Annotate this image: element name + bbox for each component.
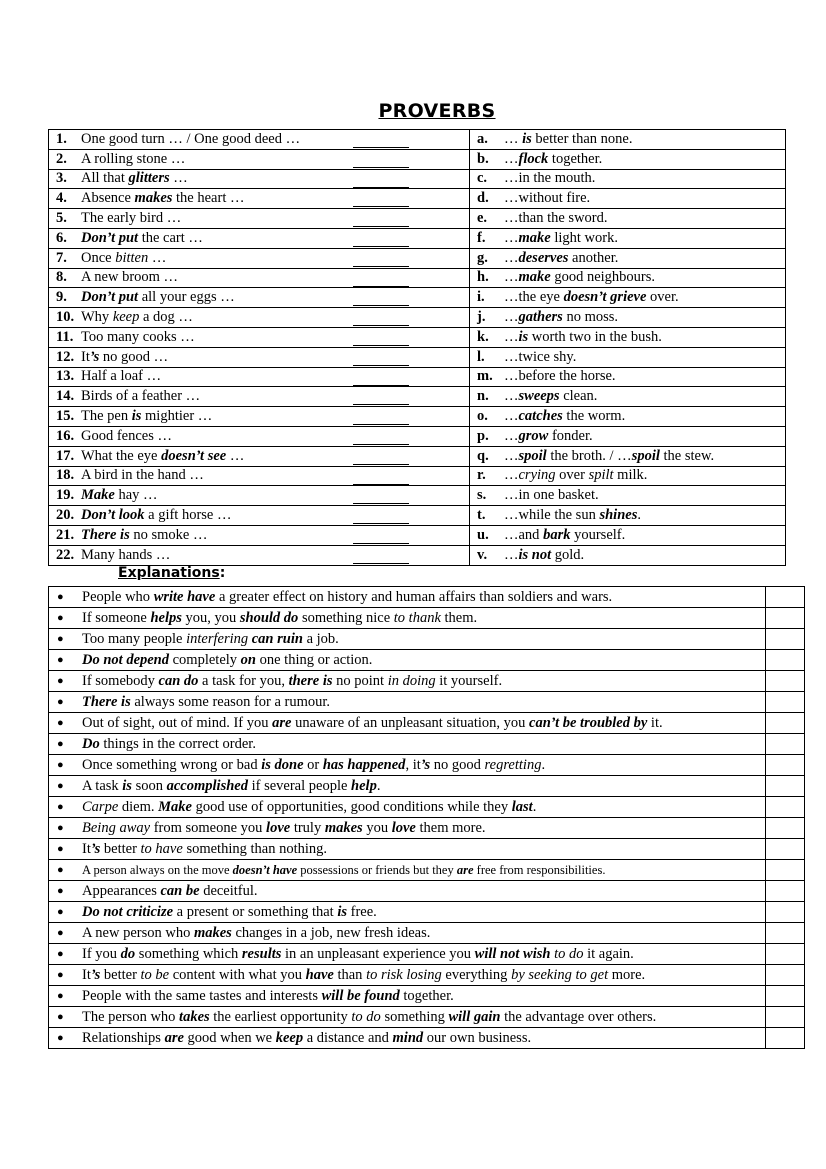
proverb-row: [49, 486, 786, 506]
proverb-beginning-cell: [49, 130, 470, 150]
explanation-row: [49, 881, 805, 902]
explanation-answer-box[interactable]: [766, 944, 805, 965]
explanation-row: [49, 818, 805, 839]
proverb-ending-text: …the eye doesn’t grieve over.: [504, 289, 679, 306]
proverb-beginning-cell: [49, 228, 470, 248]
proverb-ending-text: …is not gold.: [504, 546, 585, 563]
bullet-icon: ●: [57, 653, 64, 666]
explanation-text: A person always on the move doesn’t have possessions or friends but they are free from responsibilities.: [82, 862, 606, 877]
ending-letter: u.: [477, 526, 489, 543]
explanation-row: [49, 839, 805, 860]
proverb-number: 2.: [56, 150, 67, 167]
ending-letter: a.: [477, 130, 488, 147]
bullet-icon: ●: [57, 968, 64, 981]
bullet-icon: ●: [57, 758, 64, 771]
explanation-row: [49, 860, 805, 881]
proverb-row: [49, 169, 786, 189]
explanation-row: [49, 965, 805, 986]
proverb-ending-cell: [470, 466, 786, 486]
explanation-text-cell: [49, 692, 766, 713]
bullet-icon: ●: [57, 905, 64, 918]
ending-letter: p.: [477, 427, 489, 444]
proverb-ending-cell: [470, 130, 786, 150]
proverb-number: 7.: [56, 249, 67, 266]
proverb-beginning-cell: [49, 426, 470, 446]
answer-blank-line[interactable]: [353, 231, 409, 247]
explanation-text: Once something wrong or bad is done or has happened, it’s no good regretting.: [82, 756, 546, 773]
explanations-heading-colon: :: [219, 565, 226, 581]
proverb-ending-text: …catches the worm.: [504, 408, 626, 425]
bullet-icon: ●: [57, 590, 64, 603]
proverb-beginning-cell: [49, 545, 470, 565]
proverb-ending-cell: [470, 486, 786, 506]
proverb-row: [49, 248, 786, 268]
answer-blank-line[interactable]: [353, 211, 409, 227]
bullet-icon: ●: [57, 800, 64, 813]
explanation-text-cell: [49, 608, 766, 629]
ending-letter: b.: [477, 150, 489, 167]
explanations-heading-text: Explanations: [118, 565, 220, 581]
proverb-beginning-cell: [49, 506, 470, 526]
explanation-text-cell: [49, 755, 766, 776]
proverb-ending-text: …in the mouth.: [504, 170, 596, 187]
proverb-row: [49, 506, 786, 526]
proverb-row: [49, 407, 786, 427]
explanation-text-cell: [49, 671, 766, 692]
ending-letter: q.: [477, 447, 489, 464]
bullet-icon: ●: [57, 674, 64, 687]
ending-letter: m.: [477, 368, 493, 385]
explanation-answer-box[interactable]: [766, 587, 805, 608]
proverb-beginning-text: Half a loaf …: [81, 368, 162, 385]
explanation-row: [49, 986, 805, 1007]
proverb-ending-cell: [470, 545, 786, 565]
proverb-row: [49, 367, 786, 387]
explanation-row: [49, 797, 805, 818]
proverb-row: [49, 327, 786, 347]
explanation-row: [49, 608, 805, 629]
proverb-number: 19.: [56, 487, 75, 504]
ending-letter: v.: [477, 546, 488, 563]
answer-blank-line[interactable]: [353, 449, 409, 465]
explanation-answer-box[interactable]: [766, 902, 805, 923]
answer-blank-line[interactable]: [353, 548, 409, 564]
proverb-row: [49, 308, 786, 328]
ending-letter: r.: [477, 467, 486, 484]
proverb-ending-text: …grow fonder.: [504, 427, 593, 444]
explanation-text: A task is soon accomplished if several people help.: [82, 777, 381, 794]
explanation-row: [49, 671, 805, 692]
explanation-answer-box[interactable]: [766, 986, 805, 1007]
answer-blank-line[interactable]: [353, 290, 409, 306]
proverb-number: 11.: [56, 328, 74, 345]
answer-blank-line[interactable]: [353, 429, 409, 445]
explanation-text: A new person who makes changes in a job, new fresh ideas.: [82, 924, 431, 941]
ending-letter: s.: [477, 487, 487, 504]
proverb-beginning-cell: [49, 308, 470, 328]
proverb-ending-cell: [470, 288, 786, 308]
proverb-ending-text: …make light work.: [504, 229, 618, 246]
proverb-ending-text: …and bark yourself.: [504, 526, 626, 543]
proverb-number: 1.: [56, 130, 67, 147]
proverb-row: [49, 130, 786, 150]
bullet-icon: ●: [57, 1010, 64, 1023]
explanation-answer-box[interactable]: [766, 1028, 805, 1049]
explanation-text-cell: [49, 587, 766, 608]
proverb-number: 9.: [56, 289, 67, 306]
explanation-text-cell: [49, 1028, 766, 1049]
proverb-number: 21.: [56, 526, 75, 543]
answer-blank-line[interactable]: [353, 172, 409, 188]
proverb-number: 6.: [56, 229, 67, 246]
explanation-row: [49, 902, 805, 923]
proverb-ending-text: …deserves another.: [504, 249, 619, 266]
explanation-text-cell: [49, 986, 766, 1007]
explanation-text: People with the same tastes and interests will be found together.: [82, 987, 454, 1004]
proverb-ending-text: …without fire.: [504, 190, 591, 207]
bullet-icon: ●: [57, 632, 64, 645]
proverb-beginning-cell: [49, 209, 470, 229]
proverb-number: 15.: [56, 408, 75, 425]
explanation-text-cell: [49, 629, 766, 650]
bullet-icon: ●: [57, 716, 64, 729]
proverb-number: 10.: [56, 309, 75, 326]
proverb-beginning-cell: [49, 525, 470, 545]
explanation-row: [49, 944, 805, 965]
proverb-beginning-text: The early bird …: [81, 210, 182, 227]
ending-letter: t.: [477, 507, 486, 524]
proverb-beginning-cell: [49, 268, 470, 288]
proverb-number: 8.: [56, 269, 67, 286]
proverb-beginning-cell: [49, 367, 470, 387]
explanation-answer-box[interactable]: [766, 671, 805, 692]
proverb-ending-text: …in one basket.: [504, 487, 599, 504]
proverb-ending-cell: [470, 525, 786, 545]
proverb-beginning-text: Why keep a dog …: [81, 309, 193, 326]
proverb-beginning-text: Don’t put all your eggs …: [81, 289, 235, 306]
proverb-beginning-cell: [49, 387, 470, 407]
explanation-text: Too many people interfering can ruin a job.: [82, 630, 339, 647]
explanation-answer-box[interactable]: [766, 629, 805, 650]
proverb-number: 4.: [56, 190, 67, 207]
bullet-icon: ●: [57, 737, 64, 750]
answer-blank-line[interactable]: [353, 488, 409, 504]
answer-blank-line[interactable]: [353, 132, 409, 148]
answer-blank-line[interactable]: [353, 271, 409, 287]
ending-letter: l.: [477, 348, 485, 365]
proverb-ending-cell: [470, 248, 786, 268]
ending-letter: h.: [477, 269, 489, 286]
proverb-number: 3.: [56, 170, 67, 187]
ending-letter: d.: [477, 190, 489, 207]
proverb-ending-cell: [470, 209, 786, 229]
explanation-row: [49, 713, 805, 734]
proverb-row: [49, 209, 786, 229]
answer-blank-line[interactable]: [353, 330, 409, 346]
explanation-text-cell: [49, 839, 766, 860]
answer-blank-line[interactable]: [353, 389, 409, 405]
proverb-beginning-cell: [49, 248, 470, 268]
proverb-beginning-text: A rolling stone …: [81, 150, 186, 167]
bullet-icon: ●: [57, 1031, 64, 1044]
explanation-row: [49, 776, 805, 797]
bullet-icon: ●: [57, 611, 64, 624]
ending-letter: f.: [477, 229, 486, 246]
bullet-icon: ●: [57, 821, 64, 834]
explanation-row: [49, 629, 805, 650]
ending-letter: o.: [477, 408, 488, 425]
answer-blank-line[interactable]: [353, 350, 409, 366]
proverb-ending-cell: [470, 327, 786, 347]
bullet-icon: ●: [57, 884, 64, 897]
explanation-text: There is always some reason for a rumour.: [82, 693, 331, 710]
page-title: PROVERBS: [378, 100, 496, 122]
explanation-text-cell: [49, 818, 766, 839]
proverb-beginning-cell: [49, 149, 470, 169]
explanation-text-cell: [49, 797, 766, 818]
explanation-answer-box[interactable]: [766, 692, 805, 713]
proverb-number: 12.: [56, 348, 75, 365]
ending-letter: k.: [477, 328, 489, 345]
ending-letter: e.: [477, 210, 488, 227]
explanation-text-cell: [49, 713, 766, 734]
explanation-text-cell: [49, 734, 766, 755]
proverb-row: [49, 545, 786, 565]
proverb-beginning-cell: [49, 288, 470, 308]
explanations-heading: [118, 565, 225, 581]
explanation-text: Being away from someone you love truly makes you love them more.: [82, 819, 486, 836]
proverb-number: 17.: [56, 447, 75, 464]
explanation-row: [49, 1028, 805, 1049]
proverb-beginning-cell: [49, 169, 470, 189]
explanation-row: [49, 923, 805, 944]
answer-blank-line[interactable]: [353, 508, 409, 524]
proverb-beginning-text: Too many cooks …: [81, 328, 195, 345]
proverb-ending-text: …than the sword.: [504, 210, 608, 227]
proverb-beginning-text: Good fences …: [81, 427, 173, 444]
bullet-icon: ●: [57, 947, 64, 960]
explanation-answer-box[interactable]: [766, 608, 805, 629]
bullet-icon: ●: [57, 926, 64, 939]
proverb-ending-text: …while the sun shines.: [504, 507, 641, 524]
proverb-row: [49, 347, 786, 367]
proverb-beginning-text: One good turn … / One good deed …: [81, 130, 301, 147]
proverb-ending-cell: [470, 426, 786, 446]
proverb-ending-text: …flock together.: [504, 150, 603, 167]
explanation-text: Carpe diem. Make good use of opportunities, good conditions while they last.: [82, 798, 537, 815]
proverb-number: 5.: [56, 210, 67, 227]
proverb-ending-text: …spoil the broth. / …spoil the stew.: [504, 447, 715, 464]
proverb-ending-text: … is better than none.: [504, 130, 633, 147]
explanation-text: The person who takes the earliest opportunity to do something will gain the advantage over others.: [82, 1008, 657, 1025]
explanation-row: [49, 1007, 805, 1028]
proverb-ending-cell: [470, 149, 786, 169]
proverb-beginning-text: Don’t put the cart …: [81, 229, 203, 246]
proverb-row: [49, 189, 786, 209]
proverb-beginning-text: Absence makes the heart …: [81, 190, 245, 207]
proverb-row: [49, 387, 786, 407]
proverb-beginning-text: Many hands …: [81, 546, 171, 563]
proverb-beginning-text: All that glitters …: [81, 170, 188, 187]
answer-blank-line[interactable]: [353, 152, 409, 168]
proverb-number: 13.: [56, 368, 75, 385]
explanation-text: Out of sight, out of mind. If you are unaware of an unpleasant situation, you can’t be troubled by it.: [82, 714, 663, 731]
explanation-row: [49, 755, 805, 776]
explanations-table: [48, 586, 805, 1049]
proverb-beginning-cell: [49, 446, 470, 466]
proverb-beginning-cell: [49, 486, 470, 506]
explanation-answer-box[interactable]: [766, 734, 805, 755]
explanation-answer-box[interactable]: [766, 923, 805, 944]
proverb-beginning-text: Once bitten …: [81, 249, 167, 266]
ending-letter: n.: [477, 388, 489, 405]
proverb-beginning-cell: [49, 327, 470, 347]
proverb-row: [49, 268, 786, 288]
proverb-ending-text: …is worth two in the bush.: [504, 328, 662, 345]
proverb-beginning-text: A new broom …: [81, 269, 179, 286]
explanation-text-cell: [49, 902, 766, 923]
explanation-answer-box[interactable]: [766, 1007, 805, 1028]
explanation-text: Relationships are good when we keep a distance and mind our own business.: [82, 1029, 532, 1046]
proverb-row: [49, 228, 786, 248]
proverb-ending-text: …before the horse.: [504, 368, 616, 385]
proverb-beginning-text: Make hay …: [81, 487, 158, 504]
explanation-answer-box[interactable]: [766, 755, 805, 776]
explanation-text-cell: [49, 650, 766, 671]
explanation-answer-box[interactable]: [766, 713, 805, 734]
proverb-beginning-text: Birds of a feather …: [81, 388, 201, 405]
proverb-beginning-cell: [49, 189, 470, 209]
proverb-ending-cell: [470, 506, 786, 526]
explanation-row: [49, 650, 805, 671]
proverb-ending-cell: [470, 169, 786, 189]
proverb-ending-cell: [470, 189, 786, 209]
explanation-text: Do not criticize a present or something that is free.: [82, 903, 377, 920]
proverb-number: 18.: [56, 467, 75, 484]
answer-blank-line[interactable]: [353, 409, 409, 425]
proverb-row: [49, 466, 786, 486]
explanation-text: Do things in the correct order.: [82, 735, 256, 752]
explanation-text: If you do something which results in an unpleasant experience you will not wish to do it again.: [82, 945, 634, 962]
proverb-ending-cell: [470, 308, 786, 328]
answer-blank-line[interactable]: [353, 370, 409, 386]
explanation-text: Do not depend completely on one thing or action.: [82, 651, 373, 668]
proverb-ending-cell: [470, 387, 786, 407]
proverb-beginning-text: It’s no good …: [81, 348, 169, 365]
proverb-beginning-text: The pen is mightier …: [81, 408, 213, 425]
proverb-ending-text: …twice shy.: [504, 348, 577, 365]
explanation-text-cell: [49, 860, 766, 881]
proverb-ending-cell: [470, 367, 786, 387]
explanation-answer-box[interactable]: [766, 797, 805, 818]
ending-letter: i.: [477, 289, 485, 306]
bullet-icon: ●: [57, 695, 64, 708]
proverb-ending-cell: [470, 268, 786, 288]
bullet-icon: ●: [57, 842, 64, 855]
explanation-answer-box[interactable]: [766, 965, 805, 986]
ending-letter: c.: [477, 170, 488, 187]
proverbs-matching-table: [48, 129, 786, 566]
proverb-ending-text: …crying over spilt milk.: [504, 467, 648, 484]
explanation-text-cell: [49, 1007, 766, 1028]
explanation-answer-box[interactable]: [766, 818, 805, 839]
explanation-text-cell: [49, 944, 766, 965]
explanation-text: If somebody can do a task for you, there is no point in doing it yourself.: [82, 672, 503, 689]
proverb-row: [49, 446, 786, 466]
explanation-text: It’s better to be content with what you have than to risk losing everything by seeking to get more.: [82, 966, 646, 983]
proverb-number: 16.: [56, 427, 75, 444]
proverb-row: [49, 525, 786, 545]
ending-letter: g.: [477, 249, 488, 266]
answer-blank-line[interactable]: [353, 251, 409, 267]
proverb-ending-text: …make good neighbours.: [504, 269, 656, 286]
explanation-text-cell: [49, 965, 766, 986]
proverb-beginning-cell: [49, 347, 470, 367]
explanation-row: [49, 587, 805, 608]
proverb-row: [49, 288, 786, 308]
explanation-text: Appearances can be deceitful.: [82, 882, 258, 899]
bullet-icon: ●: [57, 863, 64, 876]
proverb-ending-cell: [470, 347, 786, 367]
explanation-answer-box[interactable]: [766, 776, 805, 797]
explanation-text: People who write have a greater effect on history and human affairs than soldiers and wars.: [82, 588, 613, 605]
bullet-icon: ●: [57, 779, 64, 792]
explanation-text-cell: [49, 923, 766, 944]
proverb-ending-cell: [470, 446, 786, 466]
ending-letter: j.: [477, 309, 486, 326]
answer-blank-line[interactable]: [353, 191, 409, 207]
explanation-text-cell: [49, 776, 766, 797]
proverb-row: [49, 426, 786, 446]
proverb-beginning-text: What the eye doesn’t see …: [81, 447, 245, 464]
proverb-beginning-cell: [49, 407, 470, 427]
answer-blank-line[interactable]: [353, 469, 409, 485]
explanation-text: It’s better to have something than nothing.: [82, 840, 327, 857]
proverb-row: [49, 149, 786, 169]
proverb-beginning-text: Don’t look a gift horse …: [81, 507, 232, 524]
proverb-beginning-cell: [49, 466, 470, 486]
proverb-number: 14.: [56, 388, 75, 405]
explanation-text: If someone helps you, you should do something nice to thank them.: [82, 609, 478, 626]
proverb-beginning-text: A bird in the hand …: [81, 467, 204, 484]
proverb-ending-cell: [470, 228, 786, 248]
explanation-answer-box[interactable]: [766, 860, 805, 881]
explanation-answer-box[interactable]: [766, 650, 805, 671]
proverb-ending-text: …gathers no moss.: [504, 309, 619, 326]
proverb-number: 20.: [56, 507, 75, 524]
proverb-ending-cell: [470, 407, 786, 427]
answer-blank-line[interactable]: [353, 528, 409, 544]
bullet-icon: ●: [57, 989, 64, 1002]
proverb-beginning-text: There is no smoke …: [81, 526, 208, 543]
explanation-answer-box[interactable]: [766, 839, 805, 860]
proverb-number: 22.: [56, 546, 75, 563]
answer-blank-line[interactable]: [353, 310, 409, 326]
explanation-text-cell: [49, 881, 766, 902]
proverb-ending-text: …sweeps clean.: [504, 388, 598, 405]
explanation-row: [49, 734, 805, 755]
explanation-answer-box[interactable]: [766, 881, 805, 902]
explanation-row: [49, 692, 805, 713]
